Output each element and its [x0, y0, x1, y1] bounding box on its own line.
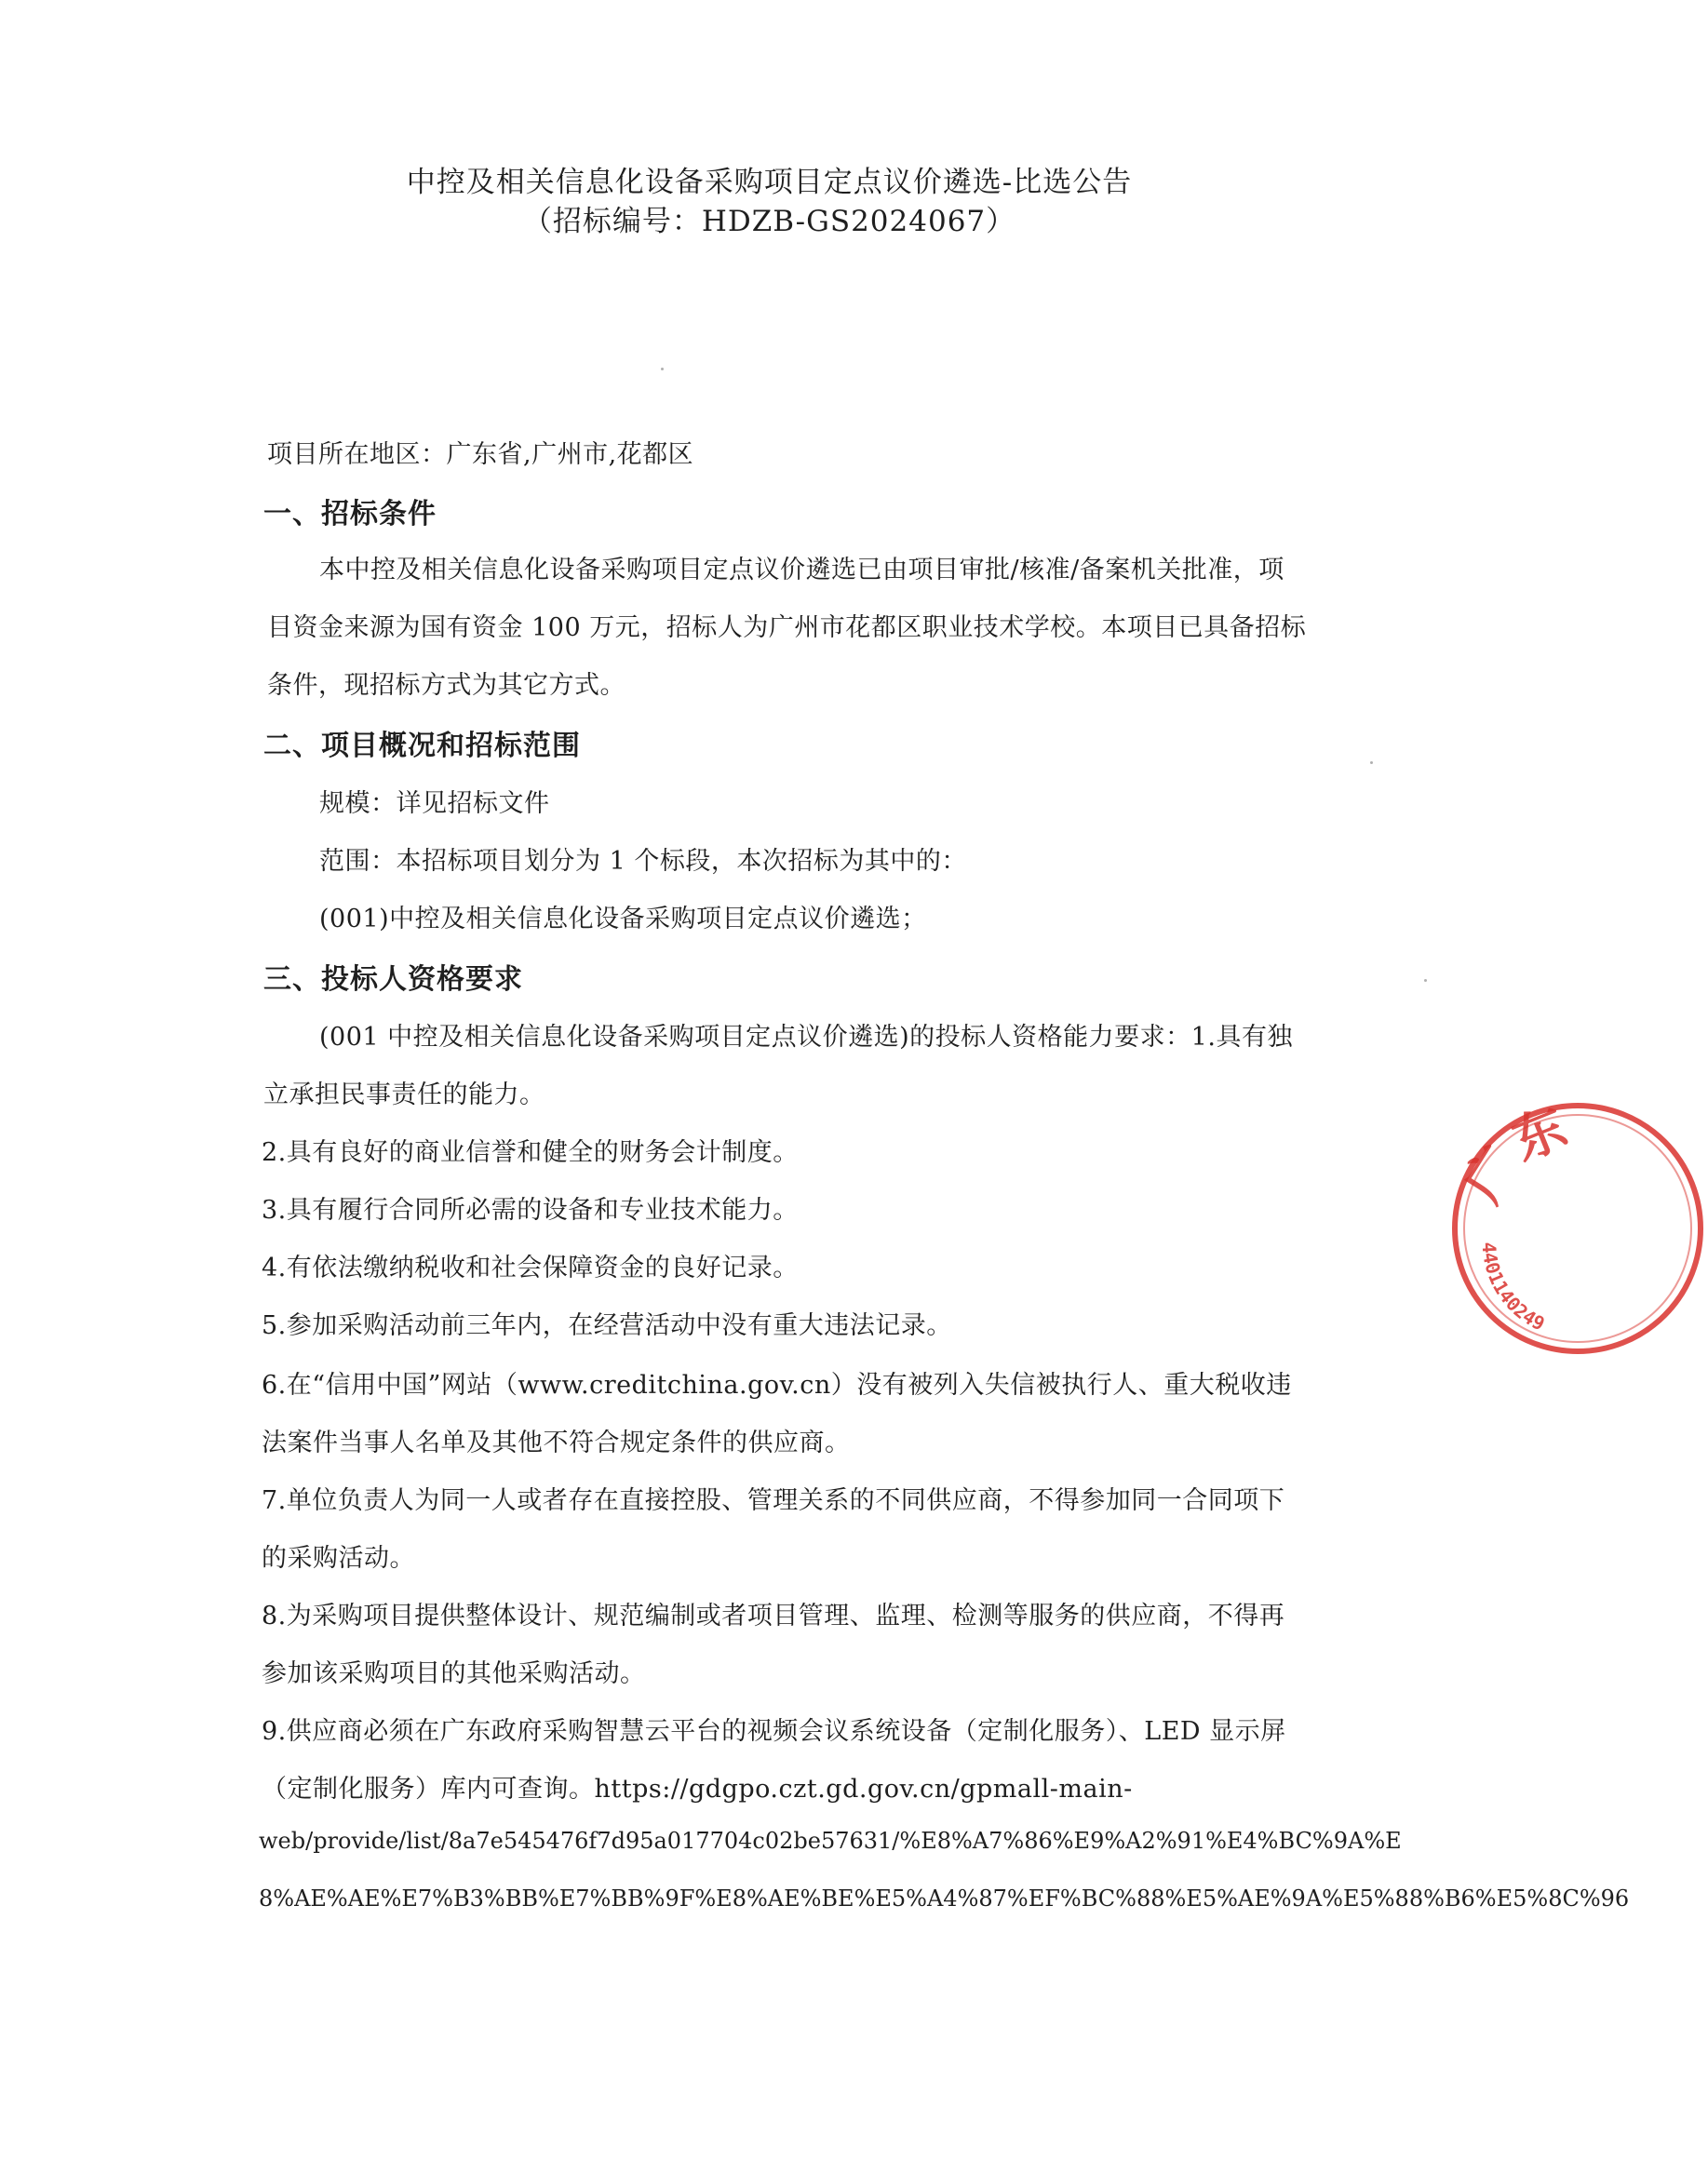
paragraph-line: (001)中控及相关信息化设备采购项目定点议价遴选； — [319, 905, 927, 933]
document-subtitle: （招标编号：HDZB-GS2024067） — [522, 205, 1016, 238]
scan-speck — [1370, 761, 1373, 764]
requirement-item: 5.参加采购活动前三年内，在经营活动中没有重大违法记录。 — [262, 1311, 952, 1340]
url-line: 8%AE%AE%E7%B3%BB%E7%BB%9F%E8%AE%BE%E5%A4%87%EF%BC%88%E5%AE%9A%E5%88%B6%E5%8C%96 — [259, 1885, 1630, 1912]
requirement-item: 3.具有履行合同所必需的设备和专业技术能力。 — [262, 1196, 799, 1225]
url-line: web/provide/list/8a7e545476f7d95a017704c02be57631/%E8%A7%86%E9%A2%91%E4%BC%9A%E — [259, 1828, 1402, 1854]
paragraph-line: 目资金来源为国有资金 100 万元，招标人为广州市花都区职业技术学校。本项目已具备招标 — [267, 613, 1307, 642]
svg-text:广东 — [1453, 1098, 1576, 1213]
document-title: 中控及相关信息化设备采购项目定点议价遴选-比选公告 — [406, 166, 1133, 199]
requirement-item: 2.具有良好的商业信誉和健全的财务会计制度。 — [262, 1138, 799, 1167]
scan-speck — [1424, 979, 1427, 982]
requirement-item: （定制化服务）库内可查询。https://gdgpo.czt.gd.gov.cn/gpmall-main- — [262, 1775, 1133, 1804]
requirement-item: 4.有依法缴纳税收和社会保障资金的良好记录。 — [262, 1254, 799, 1282]
paragraph-line: 范围：本招标项目划分为 1 个标段，本次招标为其中的： — [319, 847, 967, 876]
paragraph-line: 规模：详见招标文件 — [319, 789, 550, 818]
paragraph-line: 立承担民事责任的能力。 — [263, 1080, 545, 1109]
project-location: 项目所在地区：广东省,广州市,花都区 — [267, 440, 694, 469]
requirement-item: 6.在“信用中国”网站（www.creditchina.gov.cn）没有被列入失信被执行人、重大税收违 — [262, 1371, 1292, 1400]
requirement-item: 参加该采购项目的其他采购活动。 — [262, 1659, 646, 1688]
seal-number: 4401140249 — [1477, 1241, 1549, 1335]
paragraph-line: 本中控及相关信息化设备采购项目定点议价遴选已由项目审批/核准/备案机关批准，项 — [319, 556, 1284, 584]
paragraph-line: (001 中控及相关信息化设备采购项目定点议价遴选)的投标人资格能力要求：1.具有独 — [319, 1023, 1293, 1052]
requirement-item: 7.单位负责人为同一人或者存在直接控股、管理关系的不同供应商，不得参加同一合同项下 — [262, 1486, 1285, 1515]
requirement-item: 法案件当事人名单及其他不符合规定条件的供应商。 — [262, 1429, 851, 1457]
section-heading-bidder-qualifications: 三、投标人资格要求 — [263, 963, 523, 996]
seal-text: 广东 — [1452, 1098, 1576, 1214]
section-heading-bidding-conditions: 一、招标条件 — [263, 498, 437, 530]
requirement-item: 9.供应商必须在广东政府采购智慧云平台的视频会议系统设备（定制化服务）、LED 显示屏 — [262, 1717, 1286, 1746]
section-heading-project-overview: 二、项目概况和招标范围 — [263, 730, 581, 762]
official-seal-stamp — [1447, 1098, 1708, 1359]
scan-speck — [661, 368, 664, 370]
requirement-item: 8.为采购项目提供整体设计、规范编制或者项目管理、监理、检测等服务的供应商，不得再 — [262, 1602, 1285, 1630]
requirement-item: 的采购活动。 — [262, 1544, 415, 1573]
paragraph-line: 条件，现招标方式为其它方式。 — [267, 671, 625, 700]
